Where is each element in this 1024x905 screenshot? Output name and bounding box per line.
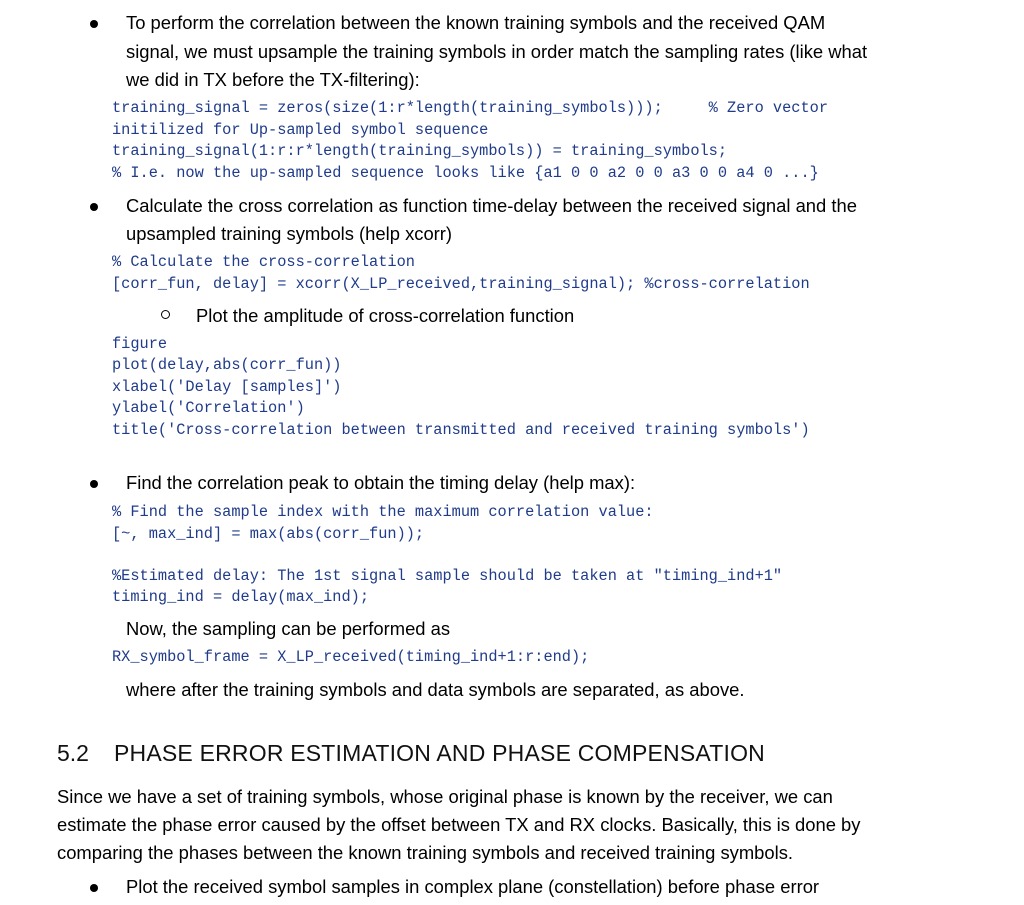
code-line: RX_symbol_frame = X_LP_received(timing_ind+1:r:end); xyxy=(112,648,590,666)
code-line: [corr_fun, delay] = xcorr(X_LP_received,training_signal); %cross-correlation xyxy=(112,275,810,293)
section-paragraph-line-1: Since we have a set of training symbols, whose original phase is known by the receiver, we can xyxy=(57,786,833,807)
code-line: title('Cross-correlation between transmitted and received training symbols') xyxy=(112,421,810,439)
code-line: ylabel('Correlation') xyxy=(112,399,305,417)
code-line: figure xyxy=(112,335,168,353)
code-line: training_signal = zeros(size(1:r*length(training_symbols))); % Zero vector xyxy=(112,99,829,117)
code-line: [~, max_ind] = max(abs(corr_fun)); xyxy=(112,525,425,543)
section-paragraph-line-3: comparing the phases between the known training symbols and received training symbols. xyxy=(57,842,794,863)
bullet-marker xyxy=(90,884,98,892)
code-line: initilized for Up-sampled symbol sequence xyxy=(112,121,489,139)
section-title: PHASE ERROR ESTIMATION AND PHASE COMPENSATION xyxy=(114,740,765,766)
bullet-1-line-3: we did in TX before the TX-filtering): xyxy=(126,69,420,90)
code-line: % Calculate the cross-correlation xyxy=(112,253,415,271)
bullet-1-line-2: signal, we must upsample the training symbols in order match the sampling rates (like what xyxy=(126,41,868,62)
bullet-marker xyxy=(90,20,98,28)
bullet-4-text: Plot the received symbol samples in complex plane (constellation) before phase error xyxy=(126,876,820,897)
section-paragraph-line-2: estimate the phase error caused by the offset between TX and RX clocks. Basically, this is done by xyxy=(57,814,861,835)
sub-bullet-marker xyxy=(161,310,170,319)
code-line: training_signal(1:r:r*length(training_symbols)) = training_symbols; xyxy=(112,142,728,160)
code-line: % Find the sample index with the maximum correlation value: xyxy=(112,503,654,521)
code-line: % I.e. now the up-sampled sequence looks like {a1 0 0 a2 0 0 a3 0 0 a4 0 ...} xyxy=(112,164,819,182)
section-number: 5.2 xyxy=(57,740,89,766)
code-line: plot(delay,abs(corr_fun)) xyxy=(112,356,342,374)
code-line: timing_ind = delay(max_ind); xyxy=(112,588,370,606)
code-line: xlabel('Delay [samples]') xyxy=(112,378,342,396)
bullet-marker xyxy=(90,480,98,488)
code-line: %Estimated delay: The 1st signal sample should be taken at "timing_ind+1" xyxy=(112,567,783,585)
paragraph-now: Now, the sampling can be performed as xyxy=(126,618,451,639)
bullet-2-line-2: upsampled training symbols (help xcorr) xyxy=(126,223,453,244)
sub-bullet-text: Plot the amplitude of cross-correlation function xyxy=(196,305,575,326)
bullet-2-line-1: Calculate the cross correlation as function time-delay between the received signal and the xyxy=(126,195,857,216)
paragraph-where: where after the training symbols and data symbols are separated, as above. xyxy=(126,679,745,700)
bullet-marker xyxy=(90,203,98,211)
bullet-3-text: Find the correlation peak to obtain the timing delay (help max): xyxy=(126,472,636,493)
bullet-1-line-1: To perform the correlation between the known training symbols and the received QAM xyxy=(126,12,826,33)
